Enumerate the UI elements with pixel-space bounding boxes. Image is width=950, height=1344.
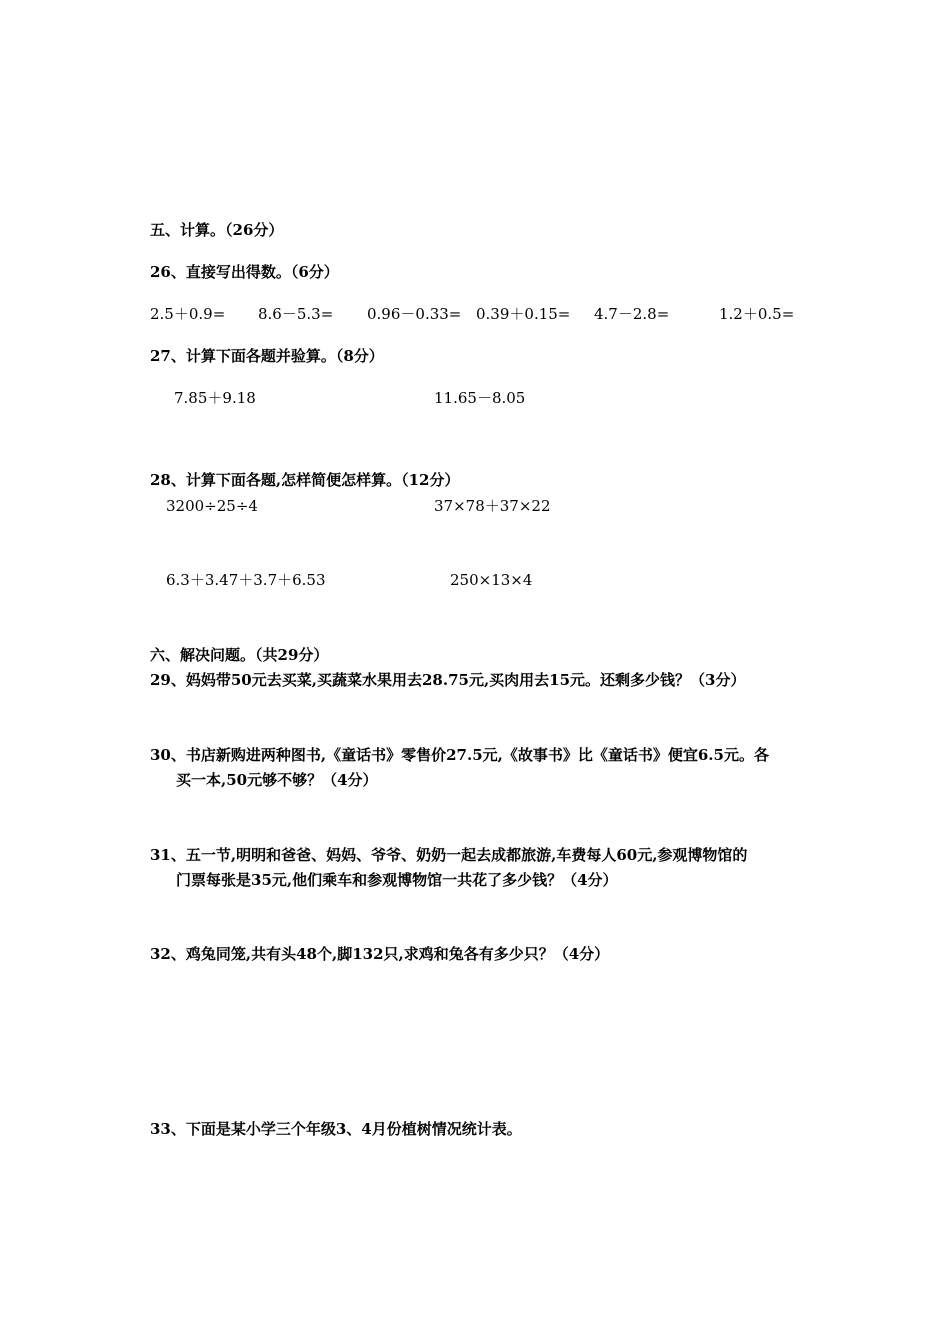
q26-item: 0.39＋0.15=	[476, 305, 571, 323]
q27-item: 7.85＋9.18	[174, 389, 256, 407]
q26-item: 0.96－0.33=	[367, 305, 462, 323]
question-31-line-1: 31、五一节,明明和爸爸、妈妈、爷爷、奶奶一起去成都旅游,车费每人60元,参观博物馆的	[150, 846, 748, 864]
section-6-title: 六、解决问题。（共29分）	[150, 646, 329, 664]
q28-item: 6.3＋3.47＋3.7＋6.53	[166, 571, 326, 589]
q28-item: 37×78＋37×22	[434, 497, 551, 515]
question-30-line-1: 30、书店新购进两种图书,《童话书》零售价27.5元,《故事书》比《童话书》便宜6.5元。各	[150, 746, 769, 764]
q27-item: 11.65－8.05	[434, 389, 526, 407]
q26-item: 2.5＋0.9=	[150, 305, 226, 323]
question-27-title: 27、计算下面各题并验算。（8分）	[150, 347, 384, 365]
question-31-line-2: 门票每张是35元,他们乘车和参观博物馆一共花了多少钱？（4分）	[176, 871, 618, 889]
question-28-title: 28、计算下面各题,怎样简便怎样算。（12分）	[150, 471, 460, 489]
q26-item: 4.7－2.8=	[594, 305, 670, 323]
q26-item: 1.2＋0.5=	[719, 305, 795, 323]
q28-item: 3200÷25÷4	[166, 497, 258, 515]
question-32: 32、鸡兔同笼,共有头48个,脚132只,求鸡和兔各有多少只？（4分）	[150, 945, 610, 963]
section-5-title: 五、计算。（26分）	[150, 221, 284, 239]
question-26-title: 26、直接写出得数。（6分）	[150, 263, 339, 281]
question-30-line-2: 买一本,50元够不够？（4分）	[176, 771, 378, 789]
question-29: 29、妈妈带50元去买菜,买蔬菜水果用去28.75元,买肉用去15元。还剩多少钱？（3分）	[150, 671, 746, 689]
question-33: 33、下面是某小学三个年级3、4月份植树情况统计表。	[150, 1120, 522, 1138]
q28-item: 250×13×4	[450, 571, 533, 589]
q26-item: 8.6－5.3=	[258, 305, 334, 323]
